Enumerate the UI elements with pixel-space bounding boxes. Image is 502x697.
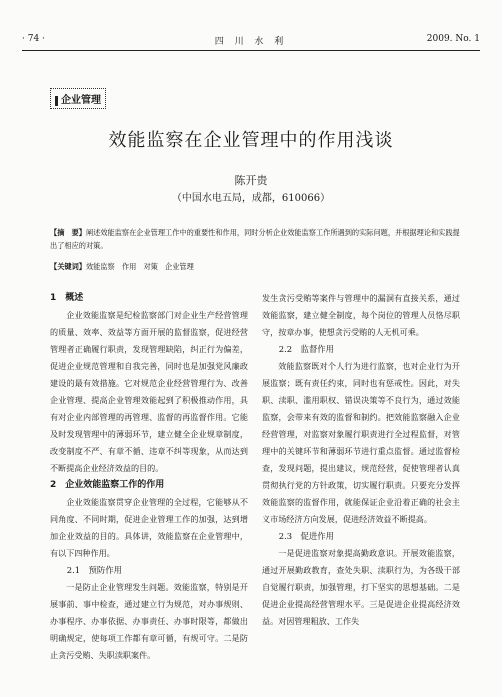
body-paragraph: 企业效能监察贯穿企业管理的全过程，它能够从不同角度、不同时期，促进企业管理工作的加强，达到增加企业效益的目的。具体讲，效能监察在企业管理中，有以下四种作用。	[50, 497, 248, 558]
affiliation: （中国水电五局，成都，610066）	[171, 193, 331, 204]
subsection-heading: 2.3 促进作用	[278, 531, 334, 541]
journal-name: 四 川 水 利	[214, 37, 288, 47]
column-tag-label: 企业管理	[61, 95, 101, 106]
column-tag	[50, 88, 106, 109]
body-paragraph: 发生贪污受贿等案件与管理中的漏洞有直接关系，通过效能监察，建立健全制度，每个岗位的管理人员恪尽职守，按章办事，使想贪污受贿的人无机可乘。	[262, 293, 460, 337]
subsection-heading: 2.2 监督作用	[278, 344, 334, 354]
page-number: · 74 ·	[22, 34, 45, 44]
body-left-column	[50, 290, 248, 664]
body-paragraph: 一是促进监察对象提高勤政意识。开展效能监察，通过开展勤政教育，查处失职、渎职行为，为各级干部自觉履行职责，加强管理，打下坚实的思想基础。二是促进企业提高经营管理水平。三是促进企业提高经济效益。对因管理粗放、工作失	[262, 548, 460, 626]
keywords	[50, 262, 462, 272]
section-heading: 1 概述	[50, 293, 84, 303]
abstract-label: 【摘 要】	[50, 228, 86, 237]
running-header	[22, 34, 480, 50]
author: 陈开贵	[234, 174, 268, 187]
subsection-heading: 2.1 预防作用	[66, 565, 122, 575]
body-paragraph: 一是防止企业管理发生问题。效能监察，特别是开展事前、事中检查，通过建立行为规范，对办事规则、办事程序、办事依据、办事责任、办事时限等，都做出明确规定，使每项工作都有章可循，有规可守。二是防止贪污受贿、失职渎职案件。	[50, 582, 248, 660]
abstract	[50, 226, 462, 252]
header-rule	[22, 50, 480, 51]
keywords-text: 效能监察 作用 对策 企业管理	[85, 262, 194, 271]
keywords-label: 【关键词】	[50, 262, 86, 271]
body-right-column	[262, 290, 460, 630]
body-paragraph: 企业效能监察是纪检监察部门对企业生产经营管理的质量、效率、效益等方面开展的监督监察，促进经营管理者正确履行职责，发现管理缺陷，纠正行为偏差，促进企业规范管理和自我完善，同时也是加强党风廉政建设的最有效措施。它对规范企业经营管理行为、改善企业管理、提高企业管理效能起到了积极推动作用，具有对企业内部管理的再管理、监督的再监督作用。它能及时发现管理中的薄弱环节，建立健全企业规章制度，改变制度不严、有章不循、违章不纠等现象，从而达到不断提高企业经济效益的目的。	[50, 310, 248, 473]
article-title: 效能监察在企业管理中的作用浅谈	[108, 130, 394, 151]
abstract-text: 阐述效能监察在企业管理工作中的重要性和作用，同时分析企业效能监察工作所遇到的实际问题，并根据理论和实践提出了相应的对策。	[50, 228, 460, 250]
tag-bar-icon	[55, 96, 58, 106]
section-heading: 2 企业效能监察工作的作用	[50, 480, 165, 490]
issue-number: 2009. No. 1	[426, 34, 480, 44]
body-paragraph: 效能监察既对个人行为进行监察，也对企业行为开展监察；既有责任约束，同时也有惩戒性。因此，对失职、渎职、滥用职权、错误决策等不良行为，通过效能监察，会带来有效的监督和制约。把效能监察融入企业经营管理，对监察对象履行职责进行全过程监督，对管理中的关键环节和薄弱环节进行重点监督。通过监督检查，发现问题，提出建议，规范经营，促使管理者认真贯彻执行党的方针政策，切实履行职责。只要充分发挥效能监察的监督作用，就能保证企业沿着正确的社会主义市场经济方向发展，促进经济效益不断提高。	[262, 361, 460, 524]
